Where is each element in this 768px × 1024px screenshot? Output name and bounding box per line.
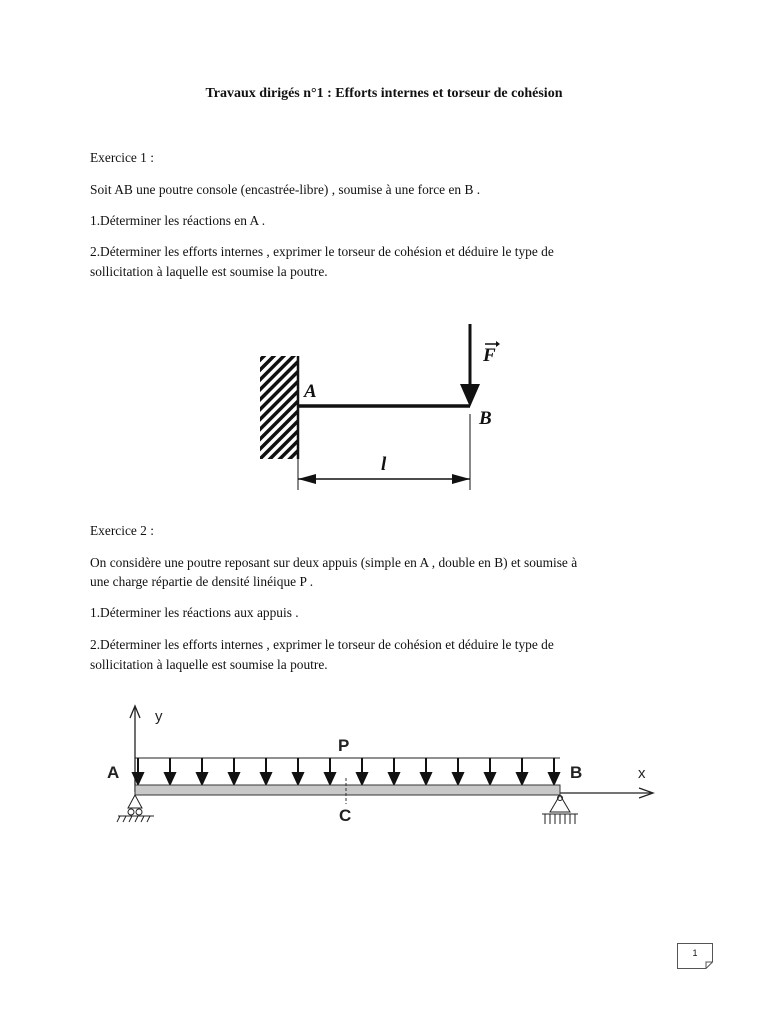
- exercise2-question2-line1: 2.Déterminer les efforts internes , exprimer le torseur de cohésion et déduire le type de: [90, 637, 554, 652]
- distributed-load-beam-figure: [104, 700, 664, 832]
- label-y: y: [155, 708, 163, 725]
- exercise2-question2-line2: sollicitation à laquelle est soumise la poutre.: [90, 657, 328, 672]
- label-A: A: [304, 381, 317, 402]
- exercise1-question2-line2: sollicitation à laquelle est soumise la poutre.: [90, 264, 328, 279]
- exercise1-statement: Soit AB une poutre console (encastrée-libre) , soumise à une force en B .: [90, 182, 481, 197]
- label-B: B: [479, 408, 492, 429]
- label-C: C: [339, 806, 352, 825]
- exercise2-statement-line1: On considère une poutre reposant sur deux appuis (simple en A , double en B) et soumise à: [90, 555, 578, 570]
- label-P: P: [338, 736, 350, 755]
- force-arrow-head: [460, 384, 480, 407]
- exercise1-question2-line1: 2.Déterminer les efforts internes , exprimer le torseur de cohésion et déduire le type de: [90, 244, 554, 259]
- exercise1-heading: Exercice 1 :: [90, 150, 154, 165]
- exercise2-question1: 1.Déterminer les réactions aux appuis .: [90, 605, 299, 620]
- exercise2-statement-line2: une charge répartie de densité linéique P .: [90, 574, 314, 589]
- beam-bar: [135, 785, 560, 795]
- label-A: A: [107, 763, 120, 782]
- support-B-pinned: [542, 795, 578, 824]
- cantilever-beam-figure: [250, 318, 510, 496]
- label-x: x: [638, 765, 646, 782]
- label-l: l: [381, 454, 387, 475]
- support-A-roller: [117, 795, 154, 822]
- exercise1-question1: 1.Déterminer les réactions en A .: [90, 213, 266, 228]
- label-B: B: [570, 763, 583, 782]
- document-title: Travaux dirigés n°1 : Efforts internes et torseur de cohésion: [205, 86, 563, 101]
- page-number: 1: [692, 948, 698, 958]
- exercise2-heading: Exercice 2 :: [90, 523, 154, 538]
- wall-hatch: [260, 356, 298, 459]
- page-number-box: [677, 943, 713, 969]
- label-F: F: [483, 345, 496, 366]
